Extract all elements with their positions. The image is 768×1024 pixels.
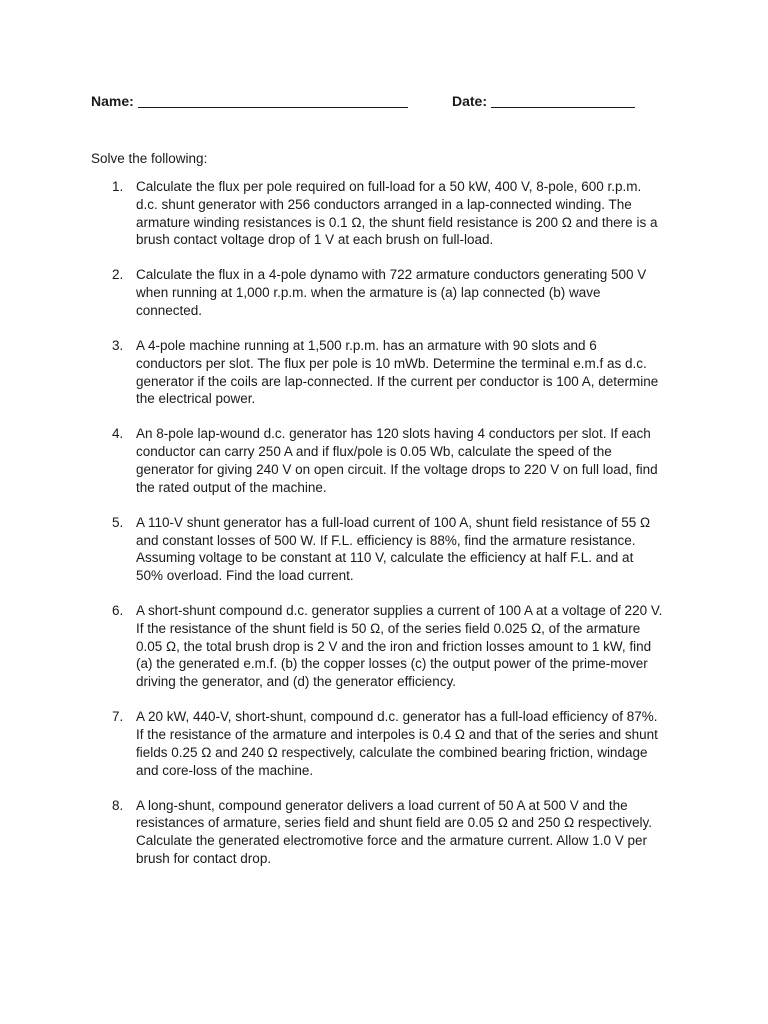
- question-text-line: generator for giving 240 V on open circuit. If the voltage drops to 220 V on full load, find: [136, 461, 658, 477]
- question-text: [136, 178, 691, 249]
- question-number: 7.: [112, 709, 124, 725]
- question-list: [91, 178, 691, 885]
- question-text-line: and constant losses of 500 W. If F.L. efficiency is 88%, find the armature resistance.: [136, 532, 636, 548]
- question-text-line: driving the generator, and (d) the generator efficiency.: [136, 674, 456, 690]
- question-item: [91, 425, 691, 496]
- question-text-line: 0.05 Ω, the total brush drop is 2 V and the iron and friction losses amount to 1 kW, find: [136, 638, 652, 654]
- question-text-line: Calculate the generated electromotive force and the armature current. Allow 1.0 V per: [136, 833, 648, 849]
- question-text-line: connected.: [136, 302, 203, 318]
- question-number: 2.: [112, 267, 124, 283]
- question-text-line: A long-shunt, compound generator delivers a load current of 50 A at 500 V and the: [136, 797, 628, 813]
- question-text-line: the electrical power.: [136, 391, 256, 407]
- question-text-line: when running at 1,000 r.p.m. when the armature is (a) lap connected (b) wave: [136, 285, 601, 301]
- question-text-line: brush for contact drop.: [136, 851, 272, 867]
- question-text-line: 50% overload. Find the load current.: [136, 568, 354, 584]
- question-item: [91, 602, 691, 691]
- question-number: 5.: [112, 514, 124, 530]
- question-text-line: brush contact voltage drop of 1 V at each brush on full-load.: [136, 232, 494, 248]
- question-text-line: fields 0.25 Ω and 240 Ω respectively, calculate the combined bearing friction, windage: [136, 744, 648, 760]
- question-text-line: generator if the coils are lap-connected. If the current per conductor is 100 A, determine: [136, 373, 659, 389]
- question-text-line: d.c. shunt generator with 256 conductors arranged in a lap-connected winding. The: [136, 196, 632, 212]
- question-text: [136, 708, 691, 779]
- question-text-line: conductors per slot. The flux per pole is 10 mWb. Determine the terminal e.m.f as d.c.: [136, 355, 647, 371]
- question-text-line: conductor can carry 250 A and if flux/pole is 0.05 Wb, calculate the speed of the: [136, 444, 612, 460]
- question-text-line: A short-shunt compound d.c. generator supplies a current of 100 A at a voltage of 220 V.: [136, 603, 663, 619]
- question-text-line: resistances of armature, series field and shunt field are 0.05 Ω and 250 Ω respectively.: [136, 815, 652, 831]
- question-text: [136, 602, 691, 691]
- question-item: [91, 797, 691, 868]
- name-label: Name:: [91, 93, 134, 109]
- question-number: 8.: [112, 797, 124, 813]
- question-text: [136, 337, 691, 408]
- question-text-line: and core-loss of the machine.: [136, 762, 314, 778]
- question-text-line: If the resistance of the armature and interpoles is 0.4 Ω and that of the series and shunt: [136, 727, 658, 743]
- question-item: [91, 266, 691, 319]
- question-text: [136, 514, 691, 585]
- question-number: 6.: [112, 603, 124, 619]
- question-text: [136, 266, 691, 319]
- question-text-line: If the resistance of the shunt field is 50 Ω, of the series field 0.025 Ω, of the armature: [136, 620, 641, 636]
- question-number: 4.: [112, 426, 124, 442]
- question-text-line: An 8-pole lap-wound d.c. generator has 120 slots having 4 conductors per slot. If each: [136, 426, 651, 442]
- date-field: [452, 92, 635, 110]
- date-label: Date:: [452, 93, 488, 109]
- question-text-line: A 110-V shunt generator has a full-load current of 100 A, shunt field resistance of 55 Ω: [136, 514, 651, 530]
- question-text-line: Assuming voltage to be constant at 110 V, calculate the efficiency at half F.L. and at: [136, 550, 634, 566]
- question-number: 1.: [112, 179, 124, 194]
- question-text: [136, 425, 691, 496]
- question-item: [91, 708, 691, 779]
- question-text: [136, 797, 691, 868]
- name-field: [91, 92, 408, 110]
- worksheet-header: [91, 92, 651, 112]
- question-text-line: A 4-pole machine running at 1,500 r.p.m. has an armature with 90 slots and 6: [136, 337, 597, 353]
- question-item: [91, 514, 691, 585]
- question-item: [91, 337, 691, 408]
- name-blank-line[interactable]: [138, 93, 408, 108]
- question-text-line: Calculate the flux per pole required on full-load for a 50 kW, 400 V, 8-pole, 600 r.p.m.: [136, 179, 642, 194]
- question-text-line: (a) the generated e.m.f. (b) the copper losses (c) the output power of the prime-mover: [136, 656, 648, 672]
- date-blank-line[interactable]: [491, 93, 635, 108]
- instructions-text: Solve the following:: [91, 151, 208, 166]
- question-item: [91, 178, 691, 249]
- question-text-line: A 20 kW, 440-V, short-shunt, compound d.c. generator has a full-load efficiency of 87%.: [136, 709, 658, 725]
- question-text-line: Calculate the flux in a 4-pole dynamo with 722 armature conductors generating 500 V: [136, 267, 647, 283]
- question-text-line: the rated output of the machine.: [136, 479, 327, 495]
- question-number: 3.: [112, 337, 124, 353]
- question-text-line: armature winding resistances is 0.1 Ω, the shunt field resistance is 200 Ω and there is a: [136, 214, 658, 230]
